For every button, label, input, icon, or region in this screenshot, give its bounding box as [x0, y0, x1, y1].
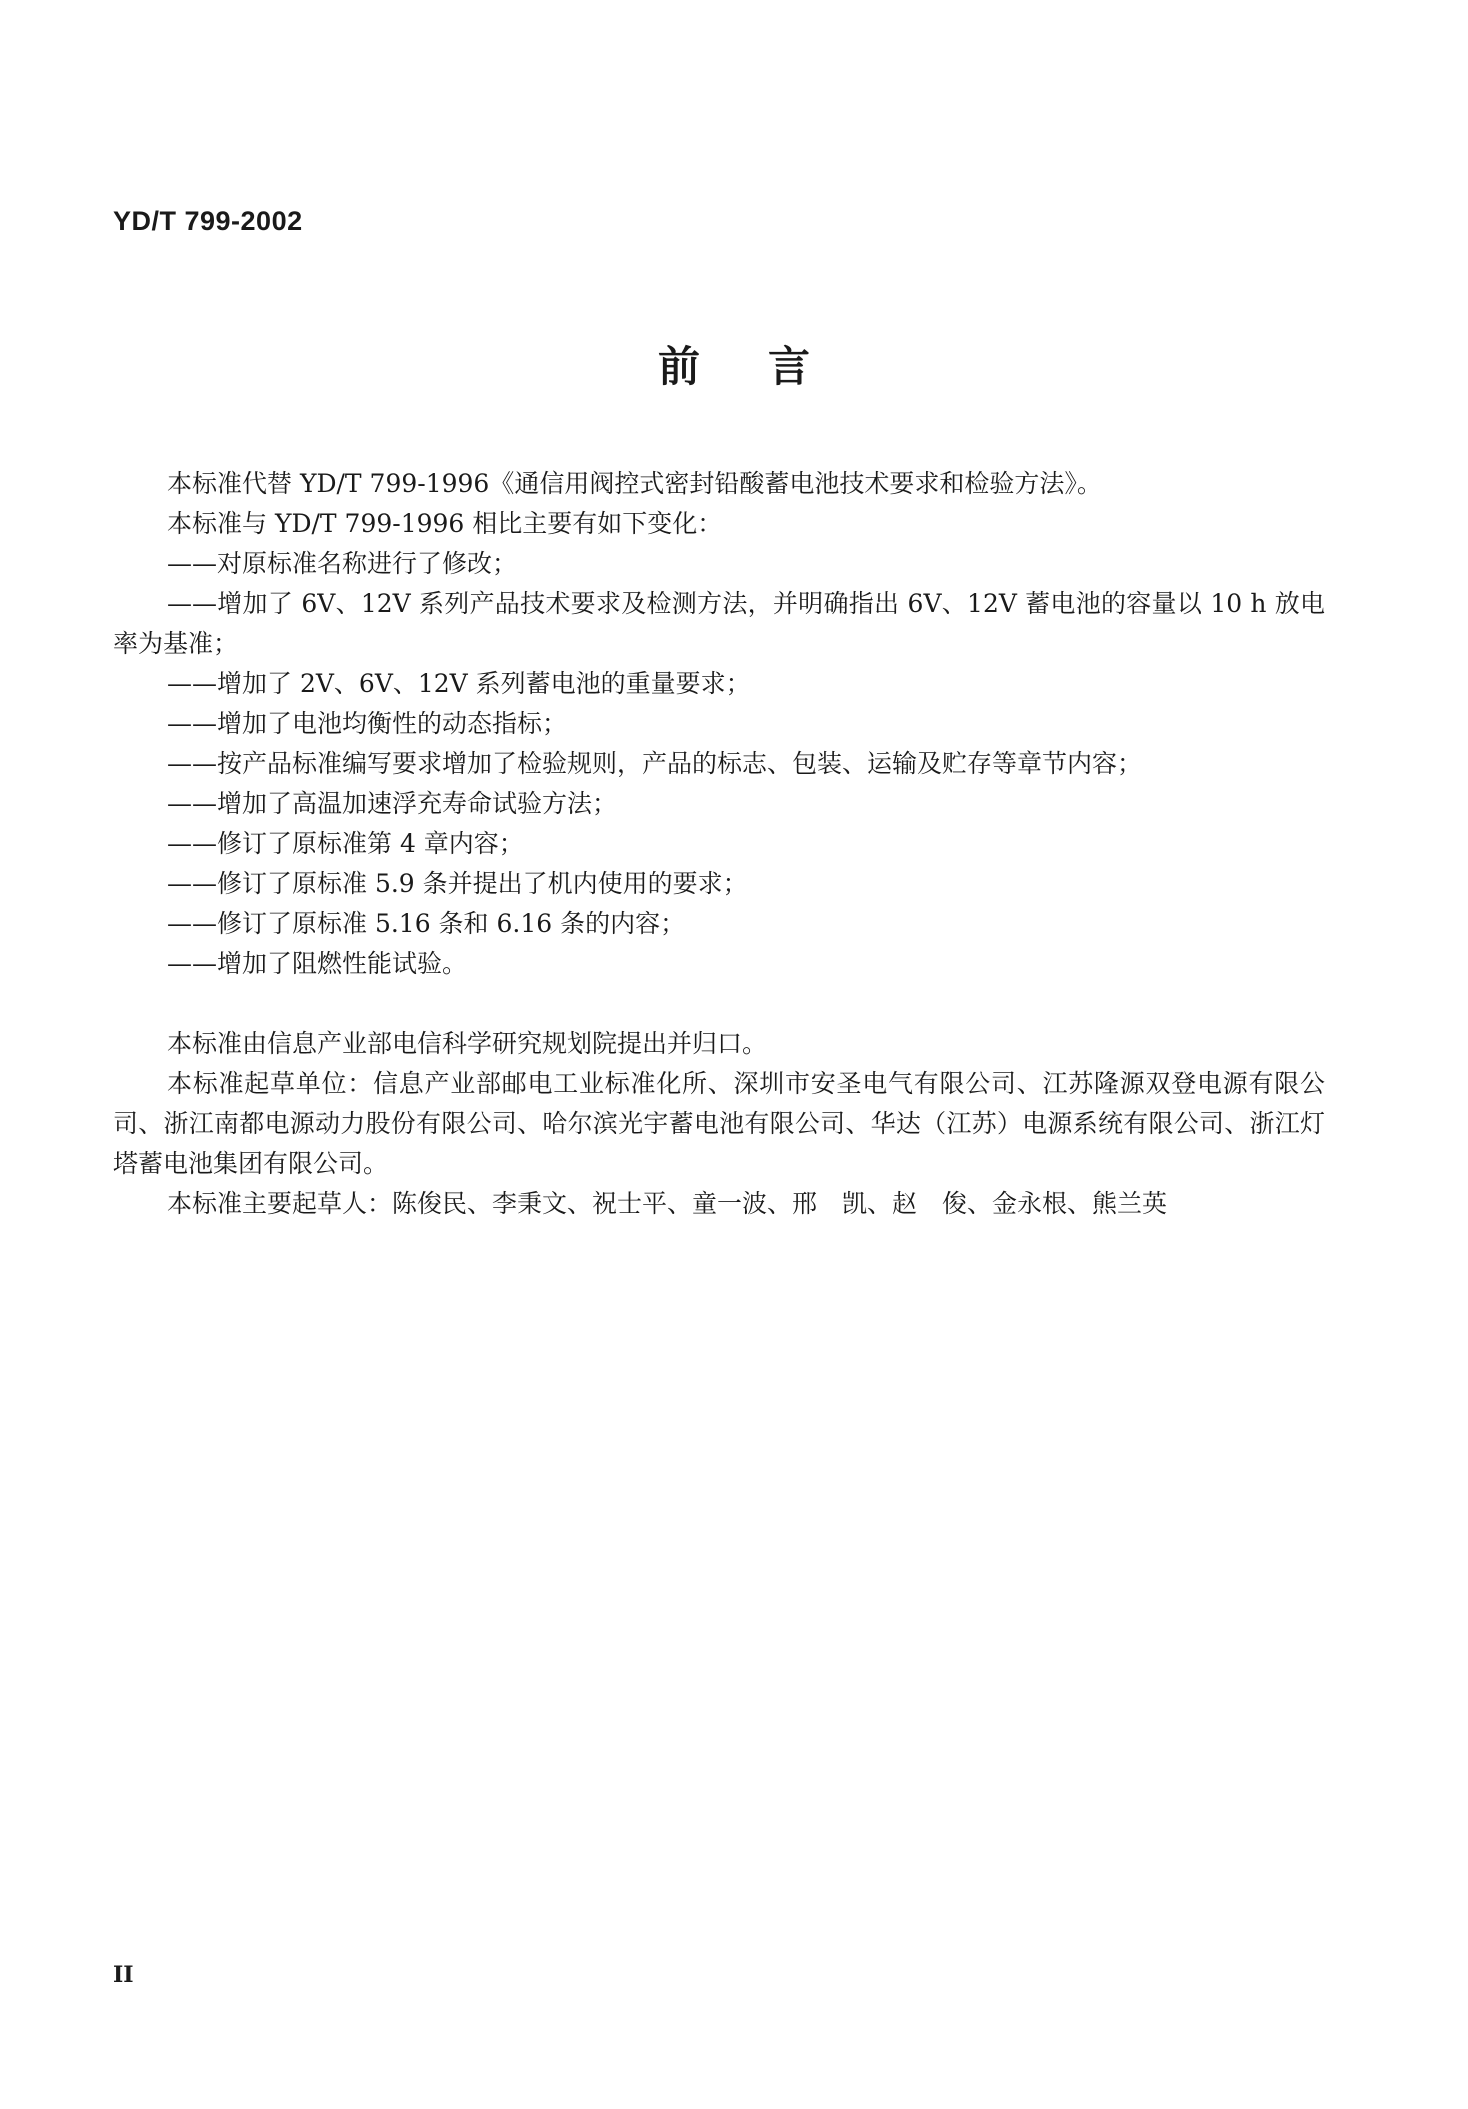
change-item: ——增加了 6V、12V 系列产品技术要求及检测方法，并明确指出 6V、12V 蓄电池的容量以 10 h 放电率为基准； [113, 589, 1325, 658]
document-code: YD/T 799-2002 [113, 206, 303, 236]
page-title: 前言 [657, 342, 878, 391]
proposer-paragraph: 本标准由信息产业部电信科学研究规划院提出并归口。 [167, 1029, 768, 1058]
intro-paragraph: 本标准代替 YD/T 799-1996《通信用阀控式密封铅酸蓄电池技术要求和检验方法》。 [167, 469, 1102, 498]
change-item: ——按产品标准编写要求增加了检验规则，产品的标志、包装、运输及贮存等章节内容； [167, 749, 1143, 778]
intro-paragraph: 本标准与 YD/T 799-1996 相比主要有如下变化： [167, 509, 723, 538]
change-item: ——修订了原标准 5.9 条并提出了机内使用的要求； [167, 869, 748, 898]
change-item: ——增加了电池均衡性的动态指标； [167, 709, 568, 738]
change-item: ——修订了原标准 5.16 条和 6.16 条的内容； [167, 909, 686, 938]
change-item: ——修订了原标准第 4 章内容； [167, 829, 524, 858]
foreword-body [113, 464, 1325, 984]
change-item: ——对原标准名称进行了修改； [167, 549, 518, 578]
page-number: II [113, 1962, 134, 1988]
change-item: ——增加了阻燃性能试验。 [167, 949, 468, 978]
change-item: ——增加了高温加速浮充寿命试验方法； [167, 789, 618, 818]
standard-info [113, 1024, 1325, 1224]
change-item: ——增加了 2V、6V、12V 系列蓄电池的重量要求； [167, 669, 751, 698]
drafting-units-paragraph: 本标准起草单位：信息产业部邮电工业标准化所、深圳市安圣电气有限公司、江苏隆源双登电源有限公司、浙江南都电源动力股份有限公司、哈尔滨光宇蓄电池有限公司、华达（江苏）电源系统有限公司、浙江灯塔蓄电池集团有限公司。 [113, 1069, 1325, 1178]
drafters-paragraph: 本标准主要起草人：陈俊民、李秉文、祝士平、童一波、邢 凯、赵 俊、金永根、熊兰英 [167, 1189, 1168, 1218]
